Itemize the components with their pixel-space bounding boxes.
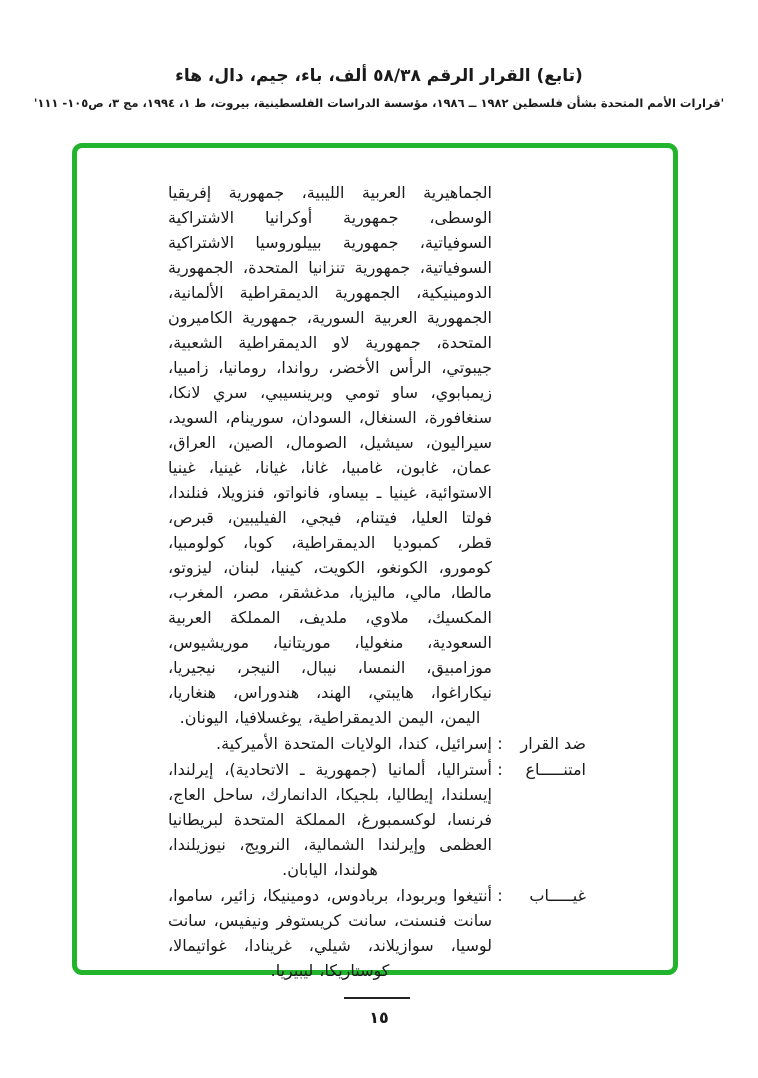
- absent-country-list: أنتيغوا وبربودا، بربادوس، دومينيكا، زائير، ساموا، سانت فنسنت، سانت كريستوفر ونيفيس، سانت لوسيا، سوازيلاند، شيلي، غرينادا، غواتيمالا، كوستاريكا، ليبيريا.: [168, 886, 492, 980]
- absent-label: غيـــــاب: [529, 886, 586, 905]
- abstained-colon: :: [497, 760, 503, 779]
- page-header: [0, 66, 758, 110]
- in-favor-country-list: الجماهيرية العربية الليبية، جمهورية إفريقيا الوسطى، جمهورية أوكرانيا الاشتراكية السوفياتية، جمهورية بييلوروسيا الاشتراكية السوفياتية، جمهورية تنزانيا المتحدة، الجمهورية الدومينيكية، الجمهورية الديمقراطية الألمانية، الجمهورية العربية السورية، جمهورية الكاميرون المتحدة، جمهورية لاو الديمقراطية الشعبية، جيبوتي، الرأس الأخضر، رواندا، رومانيا، زامبيا، زيمبابوي، ساو تومي وبرينسيبي، سري لانكا، سنغافورة، السنغال، السودان، سورينام، السويد، سيراليون، سيشيل، الصومال، الصين، العراق، عمان، غابون، غامبيا، غانا، غيانا، غينيا، غينيا الاستوائية، غينيا ـ بيساو، فانواتو، فنزويلا، فنلندا، فولتا العليا، فيتنام، فيجي، الفيليبين، قبرص، قطر، كمبوديا الديمقراطية، كوبا، كولومبيا، كومورو، الكونغو، الكويت، كينيا، لبنان، ليزوتو، مالطا، مالي، ماليزيا، مدغشقر، مصر، المغرب، المكسيك، ملاوي، ملديف، المملكة العربية السعودية، منغوليا، موريتانيا، موريشيوس، موزامبيق، النمسا، نيبال، النيجر، نيجيريا، نيكاراغوا، هايبتي، الهند، هندوراس، هنغاريا، اليمن، اليمن الديمقراطية، يوغسلافيا، اليونان.: [168, 183, 492, 727]
- page-number: ١٥: [369, 1008, 389, 1027]
- abstained-label: امتنـــــاع: [525, 760, 586, 779]
- vote-section-against: [168, 731, 586, 756]
- end-of-text-rule: [344, 997, 410, 999]
- absent-colon: :: [497, 886, 503, 905]
- against-colon: :: [497, 734, 503, 753]
- against-label: ضد القرار: [520, 734, 586, 753]
- document-title: (تابع) القرار الرقم ٥٨/٣٨ ألف، باء، جيم، دال، هاء: [175, 66, 583, 86]
- resolution-text-area: [168, 180, 586, 999]
- vote-section-abstained: [168, 757, 586, 882]
- document-citation: 'قرارات الأمم المتحدة بشأن فلسطين ١٩٨٢ ــ ١٩٨٦، مؤسسة الدراسات الفلسطينية، بيروت، ط ١، ١٩٩٤، مج ٣، ص١٠٥- ١١١': [33, 96, 725, 110]
- abstained-country-list: أستراليا، ألمانيا (جمهورية ـ الاتحادية)، إيرلندا، إيسلندا، إيطاليا، بلجيكا، الدانمارك، ساحل العاج، فرنسا، لوكسمبورغ، المملكة المتحدة لبريطانيا العظمى وإيرلندا الشمالية، النرويج، نيوزيلندا، هولندا، اليابان.: [168, 760, 492, 879]
- against-country-list: إسرائيل، كندا، الولايات المتحدة الأميركية.: [216, 734, 492, 753]
- vote-section-absent: [168, 883, 586, 983]
